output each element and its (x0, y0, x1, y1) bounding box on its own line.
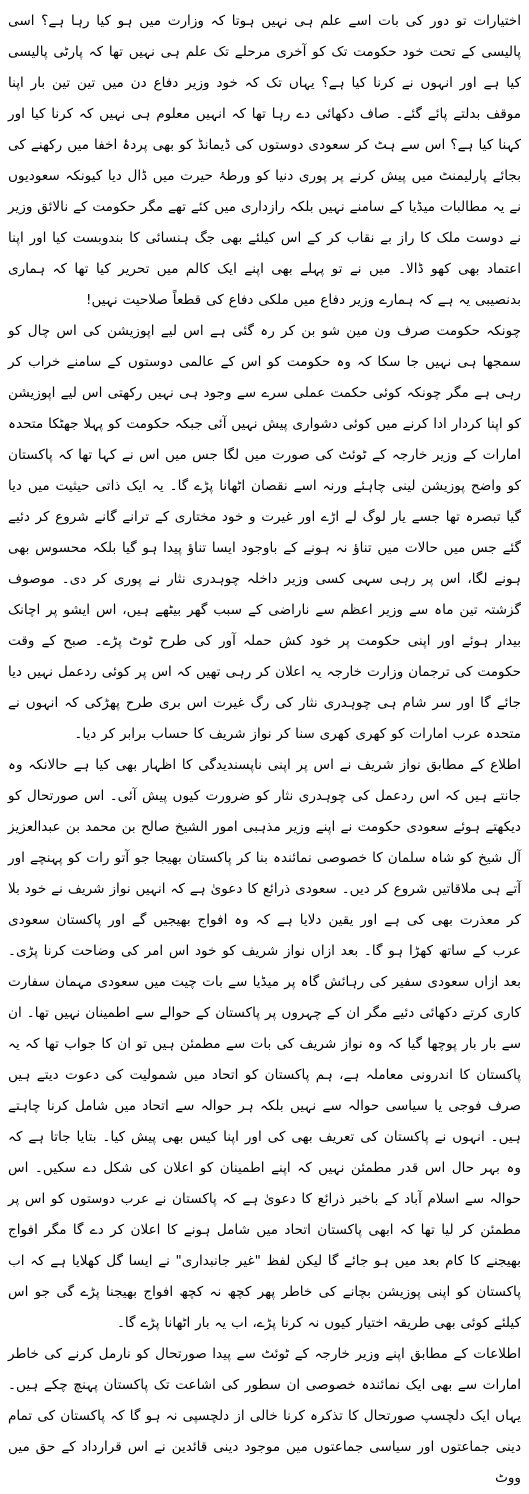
article-paragraph-1: اختیارات تو دور کی بات اسے علم ہی نہیں ہوتا کہ وزارت میں ہو کیا رہا ہے؟ اسی پالیسی کے تحت خود حکومت تک کو آخری مرحلے تک علم ہی نہیں تھا کہ پارٹی پالیسی کیا ہے اور انہوں نے کرنا کیا ہے؟ یہاں تک کہ خود وزیر دفاع دن میں تین تین بار اپنا موقف بدلتے پائے گئے۔ صاف دکھائی دے رہا تھا کہ انہیں معلوم ہی نہیں کہ کرنا کیا اور کہنا کیا ہے؟ اس سے ہٹ کر سعودی دوستوں کی ڈیمانڈ کو بھی پردۂ اخفا میں رکھنے کی بجائے پارلیمنٹ میں پیش کرنے پر پوری دنیا کو ورطۂ حیرت میں ڈال دیا کیونکہ سعودیوں نے یہ مطالبات میڈیا کے سامنے نہیں بلکہ رازداری میں کئے تھے مگر حکومت کے نالائق وزیر نے دوست ملک کا راز بے نقاب کر کے اس کیلئے بھی جگ ہنسائی کا بندوبست کیا اور اپنا اعتماد بھی کھو ڈالا۔ میں نے تو پہلے بھی اپنے ایک کالم میں تحریر کیا تھا کہ ہماری بدنصیبی یہ ہے کہ ہمارے وزیر دفاع میں ملکی دفاع کی قطعاً صلاحیت نہیں! (8, 13, 521, 308)
article-paragraph-4: اطلاعات کے مطابق اپنے وزیر خارجہ کے ٹوئٹ سے پیدا صورتحال کو نارمل کرنے کی خاطر امارات سے بھی ایک نمائندہ خصوصی ان سطور کی اشاعت تک پاکستان پہنچ چکے ہیں۔ یہاں ایک دلچسپ صورتحال کا تذکرہ کرنا خالی از دلچسپی نہ ہو گا کہ پاکستان کی تمام دینی جماعتوں اور سیاسی جماعتوں میں موجود دینی قائدین نے اس قرارداد کے حق میں ووٹ (8, 1346, 521, 1486)
urdu-article-column (8, 6, 521, 1494)
article-paragraph-3: اطلاع کے مطابق نواز شریف نے اس پر اپنی ناپسندیدگی کا اظہار بھی کیا ہے حالانکہ وہ جانتے ہیں کہ اس ردعمل کی چوہدری نثار کو ضرورت کیوں پیش آئی۔ اس صورتحال کو دیکھتے ہوئے سعودی حکومت نے اپنے وزیر مذہبی امور الشیخ صالح بن محمد بن عبدالعزیز آل شیخ کو شاہ سلمان کا خصوصی نمائندہ بنا کر پاکستان بھیجا جو آتو رات کو پہنچے اور آتے ہی ملاقاتیں شروع کر دیں۔ سعودی ذرائع کا دعویٰ ہے کہ انہیں نواز شریف نے خود بلا کر معذرت بھی کی ہے اور یقین دلایا ہے کہ وہ افواج بھیجیں گے اور پاکستان سعودی عرب کے ساتھ کھڑا ہو گا۔ بعد ازاں نواز شریف کو خود اس امر کی وضاحت کرنا پڑی۔ بعد ازاں سعودی سفیر کی رہائش گاہ پر میڈیا سے بات چیت میں سعودی مہمان سفارت کاری کرتے دکھائی دئیے مگر ان کے چہروں پر پاکستان کے حوالے سے اطمینان نہیں تھا۔ ان سے بار بار پوچھا گیا کہ وہ نواز شریف کی بات سے مطمئن ہیں تو ان کا جواب تھا کہ یہ پاکستان کا اندرونی معاملہ ہے، ہم پاکستان کو اتحاد میں شمولیت کی دعوت دیتے ہیں صرف فوجی یا سیاسی حوالہ سے نہیں بلکہ ہر حوالہ سے اتحاد میں شامل کرنا چاہتے ہیں۔ انہوں نے پاکستان کی تعریف بھی کی اور اپنا کیس بھی پیش کیا۔ بتایا جاتا ہے کہ وہ بہر حال اس قدر مطمئن نہیں کہ اپنے اطمینان کو اعلان کی شکل دے سکیں۔ اس حوالہ سے اسلام آباد کے باخبر ذرائع کا دعویٰ ہے کہ پاکستان نے عرب دوستوں کو اس پر مطمئن کر لیا تھا کہ ابھی پاکستان اتحاد میں شامل ہونے کا اعلان کر دے گا مگر افواج بھیجنے کا کام بعد میں ہو جائے گا لیکن لفظ "غیر جانبداری" نے ایسا گل کھلایا ہے کہ اب پاکستان کو اپنی پوزیشن بچانے کی خاطر پھر کچھ نہ کچھ افواج بھیجنا پڑے گی جو اس کیلئے کوئی بھی طریقہ اختیار کیوں نہ کرنا پڑے، اب یہ بار اٹھانا پڑے گا۔ (8, 757, 521, 1331)
article-paragraph-2: چونکہ حکومت صرف ون مین شو بن کر رہ گئی ہے اس لیے اپوزیشن کی اس چال کو سمجھا ہی نہیں جا سکا کہ وہ حکومت کو اس کے عالمی دوستوں کے سامنے خراب کر رہی ہے مگر چونکہ کوئی حکمت عملی سرے سے وجود ہی نہیں رکھتی اس لیے اپوزیشن کو اپنا کردار ادا کرنے میں کوئی دشواری پیش نہیں آئی جبکہ حکومت کو پہلا جھٹکا متحدہ امارات کے وزیر خارجہ کے ٹوئٹ کی صورت میں لگا جس میں اس نے کہا تھا کہ پاکستان کو واضح پوزیشن لینی چاہئے ورنہ اسے نقصان اٹھانا پڑے گا۔ یہ ایک ذاتی حیثیت میں دیا گیا تبصرہ تھا جسے یار لوگ لے اڑے اور غیرت و خود مختاری کے ترانے گانے شروع کر دئیے گئے جس میں حالات میں تناؤ نہ ہونے کے باوجود ایسا تناؤ پیدا ہو گیا بلکہ محسوس بھی ہونے لگا، اس پر رہی سہی کسی وزیر داخلہ چوہدری نثار نے پوری کر دی۔ موصوف گزشتہ تین ماہ سے وزیر اعظم سے ناراضی کے سبب گھر بیٹھے ہیں، اس ایشو پر اچانک بیدار ہوئے اور اپنی حکومت پر خود کش حملہ آور کی طرح ٹوٹ پڑے۔ صبح کے وقت حکومت کی ترجمان وزارت خارجہ یہ اعلان کر رہی تھیں کہ اس پر کوئی ردعمل نہیں دیا جائے گا اور سر شام ہی چوہدری نثار کی رگ غیرت اس بری طرح پھڑکی کہ انہوں نے متحدہ عرب امارات کو کھری کھری سنا کر نواز شریف کا حساب برابر کر دیا۔ (8, 323, 521, 742)
